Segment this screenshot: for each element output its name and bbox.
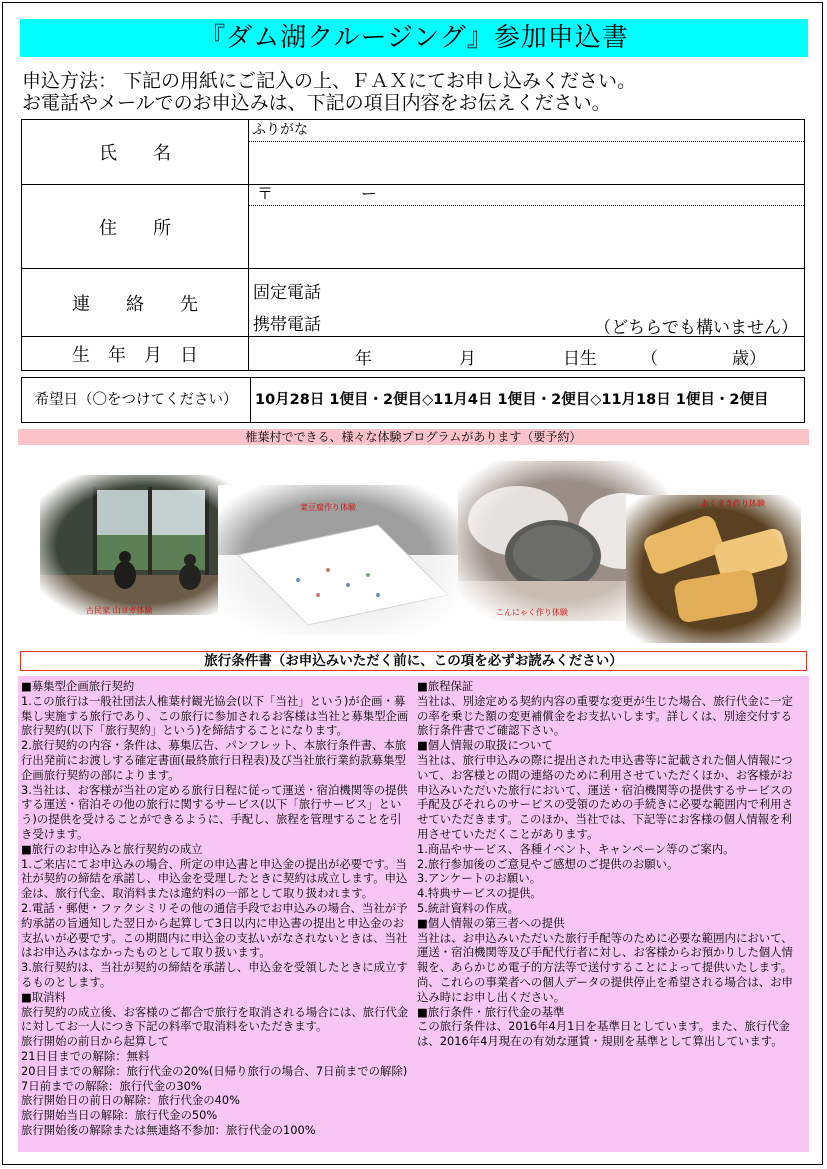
cond-left-6: 2.電話・郵便・ファクシミリその他の通信手段でお申込みの場合、当社が予約承諾の旨通知した翌日から起算して3日以内に申込書の提出と申込金のお支払いが必要です。この期間内に申込金の支払いがなされないときは、当社はお申込みはなかったものとして取り扱います。 bbox=[21, 900, 408, 960]
cond-right-5: 2.旅行参加後のご意見やご感想のご提供のお願い。 bbox=[417, 856, 679, 871]
birthdate-cell[interactable] bbox=[249, 337, 805, 371]
cond-right-2: ■個人情報の取扱について bbox=[417, 738, 553, 753]
cond-right-3: 当社は、旅行申込みの際に提出された申込書等に記載された個人情報について、お客様との間の連絡のために利用させていただくほか、お客様がお申込みいただいた旅行において、運送・宿泊機関等の提供するサービスの手配及びそれらのサービスの受領のための手続きに必要な範囲内で利用させていただきます。このほか、当社では、下記等にお客様の個人情報を利用させていただくことがあります。 bbox=[417, 752, 793, 841]
birth-year-label: 年 bbox=[355, 349, 372, 369]
cond-right-11: ■旅行条件・旅行代金の基準 bbox=[417, 1004, 565, 1019]
cond-left-3: 3.当社は、お客様が当社の定める旅行日程に従って運送・宿泊機関等の提供する運送・宿泊その他の旅行に関するサービス(以下「旅行サービス」という)の提供を受けることができるように、手配し、旅程を管理することを引き受けます。 bbox=[21, 782, 408, 841]
landline-label: 固定電話 bbox=[253, 283, 321, 303]
akumaki-photo bbox=[626, 495, 801, 643]
name-label: 氏 名 bbox=[22, 120, 249, 185]
postal-mark: 〒 bbox=[257, 184, 274, 203]
cond-right-8: 5.統計資料の作成。 bbox=[417, 900, 519, 915]
contact-label: 連 絡 先 bbox=[22, 269, 249, 337]
furigana-field[interactable]: ふりがな bbox=[249, 120, 804, 142]
konnyaku-caption: こんにゃく作り体験 bbox=[496, 608, 568, 617]
cond-left-13: 7日前までの解除：旅行代金の30% bbox=[21, 1078, 202, 1093]
method-line-1: 申込方法： 下記の用紙にご記入の上、ＦＡＸにてお申し込みください。 bbox=[22, 70, 637, 92]
contact-cell[interactable] bbox=[249, 269, 805, 337]
birth-day-label: 日生 bbox=[563, 349, 597, 369]
either-ok-note: （どちらでも構いません） bbox=[594, 318, 798, 338]
method-line-2: お電話やメールでのお申込みは、下記の項目内容をお伝えください。 bbox=[22, 92, 611, 114]
cond-right-6: 3.アンケートのお願い。 bbox=[417, 871, 542, 886]
application-method bbox=[22, 70, 812, 114]
cond-left-2: 2.旅行契約の内容・条件は、募集広告、パンフレット、本旅行条件書、本旅行出発前にお渡しする確定書面(最終旅行日程表)及び当社旅行業約款募集型企画旅行契約の部によります。 bbox=[21, 738, 407, 782]
cond-left-5: 1.ご来店にてお申込みの場合、所定の申込書と申込金の提出が必要です。当社が契約の締結を承諾し、申込金を受理したときに契約は成立します。申込金は、旅行代金、取消料または違約料の一部として取り扱われます。 bbox=[21, 856, 408, 901]
birth-age-label: 歳） bbox=[732, 349, 766, 369]
name-cell[interactable] bbox=[249, 120, 805, 185]
cond-right-1: 当社は、別途定める契約内容の重要な変更が生じた場合、旅行代金に一定の率を乗じた額の変更補償金をお支払いします。詳しくは、別途交付する旅行条件書でご確認下さい。 bbox=[417, 693, 793, 738]
address-cell[interactable] bbox=[249, 185, 805, 269]
preferred-date-options[interactable]: 10月28日 1便目・2便目◇11月4日 1便目・2便目◇11月18日 1便目・2便目 bbox=[255, 392, 769, 408]
cond-left-0: ■募集型企画旅行契約 bbox=[21, 679, 135, 693]
cond-left-15: 旅行開始当日の解除：旅行代金の50% bbox=[21, 1108, 218, 1123]
cond-left-10: 旅行開始の前日から起算して bbox=[21, 1034, 170, 1049]
application-form bbox=[21, 119, 805, 371]
cond-left-16: 旅行開始後の解除または無連絡不参加：旅行代金の100% bbox=[21, 1122, 316, 1137]
conditions-left-column bbox=[21, 679, 411, 1138]
cond-left-8: ■取消料 bbox=[21, 989, 66, 1004]
cond-right-4: 1.商品やサービス、各種イベント、キャンペーン等のご案内。 bbox=[417, 841, 735, 856]
tofu-caption: 菜豆腐作り体験 bbox=[300, 503, 356, 512]
conditions-title: 旅行条件書（お申込みいただく前に、この項を必ずお読みください） bbox=[20, 651, 807, 671]
yoga-caption: 古民家 山ヨガ体験 bbox=[86, 606, 153, 615]
cond-right-10: 当社は、お申込みいただいた旅行手配等のために必要な範囲内において、運送・宿泊機関等及び手配代行者に対し、お客様からお預かりした個人情報を、あらかじめ電子的方法等で送付することによって提供いたします。尚、これらの事業者への個人データの提供停止を希望される場合は、お申込み時にお申し出ください。 bbox=[417, 930, 793, 1004]
cond-left-11: 21日目までの解除：無料 bbox=[21, 1048, 150, 1063]
preferred-date-row bbox=[21, 377, 805, 423]
zip-dash: ー bbox=[361, 184, 378, 203]
travel-conditions bbox=[18, 676, 809, 1152]
cond-left-12: 20日目までの解除：旅行代金の20%(日帰り旅行の場合、7日前までの解除) bbox=[21, 1063, 408, 1078]
cond-right-7: 4.特典サービスの提供。 bbox=[417, 886, 542, 901]
page-title: 『ダム湖クルージング』参加申込書 bbox=[20, 19, 808, 57]
mobile-label: 携帯電話 bbox=[253, 315, 321, 335]
experience-photos bbox=[18, 455, 809, 646]
experience-band: 椎葉村でできる、様々な体験プログラムがあります（要予約） bbox=[18, 429, 809, 445]
cond-left-14: 旅行開始日の前日の解除：旅行代金の40% bbox=[21, 1093, 240, 1108]
birth-age-open: （ bbox=[641, 349, 658, 369]
cond-left-9: 旅行契約の成立後、お客様のご都合で旅行を取消される場合には、旅行代金に対してお一人につき下記の料率で取消料をいただきます。 bbox=[21, 1004, 409, 1034]
akumaki-caption: あくまき作り体験 bbox=[701, 499, 765, 508]
cond-right-9: ■個人情報の第三者への提供 bbox=[417, 915, 565, 930]
preferred-date-label: 希望日（〇をつけてください） bbox=[22, 378, 251, 422]
birthdate-label: 生 年 月 日 bbox=[22, 337, 249, 371]
birth-month-label: 月 bbox=[459, 349, 476, 369]
cond-right-12: この旅行条件は、2016年4月1日を基準日としています。また、旅行代金は、2016年4月現在の有効な運賃・規則を基準として算出しています。 bbox=[417, 1019, 790, 1049]
conditions-right-column bbox=[417, 679, 803, 1049]
zip-field[interactable] bbox=[249, 185, 804, 206]
cond-left-4: ■旅行のお申込みと旅行契約の成立 bbox=[21, 841, 203, 856]
address-label: 住 所 bbox=[22, 185, 249, 269]
cond-left-7: 3.旅行契約は、当社が契約の締結を承諾し、申込金を受領したときに成立するものとします。 bbox=[21, 960, 408, 989]
cond-right-0: ■旅程保証 bbox=[417, 679, 474, 693]
cond-left-1: 1.この旅行は一般社団法人椎葉村観光協会(以下「当社」という)が企画・募集し実施する旅行であり、この旅行に参加されるお客様は当社と募集型企画旅行契約(以下「旅行契約」という)を締結することになります。 bbox=[21, 693, 409, 738]
